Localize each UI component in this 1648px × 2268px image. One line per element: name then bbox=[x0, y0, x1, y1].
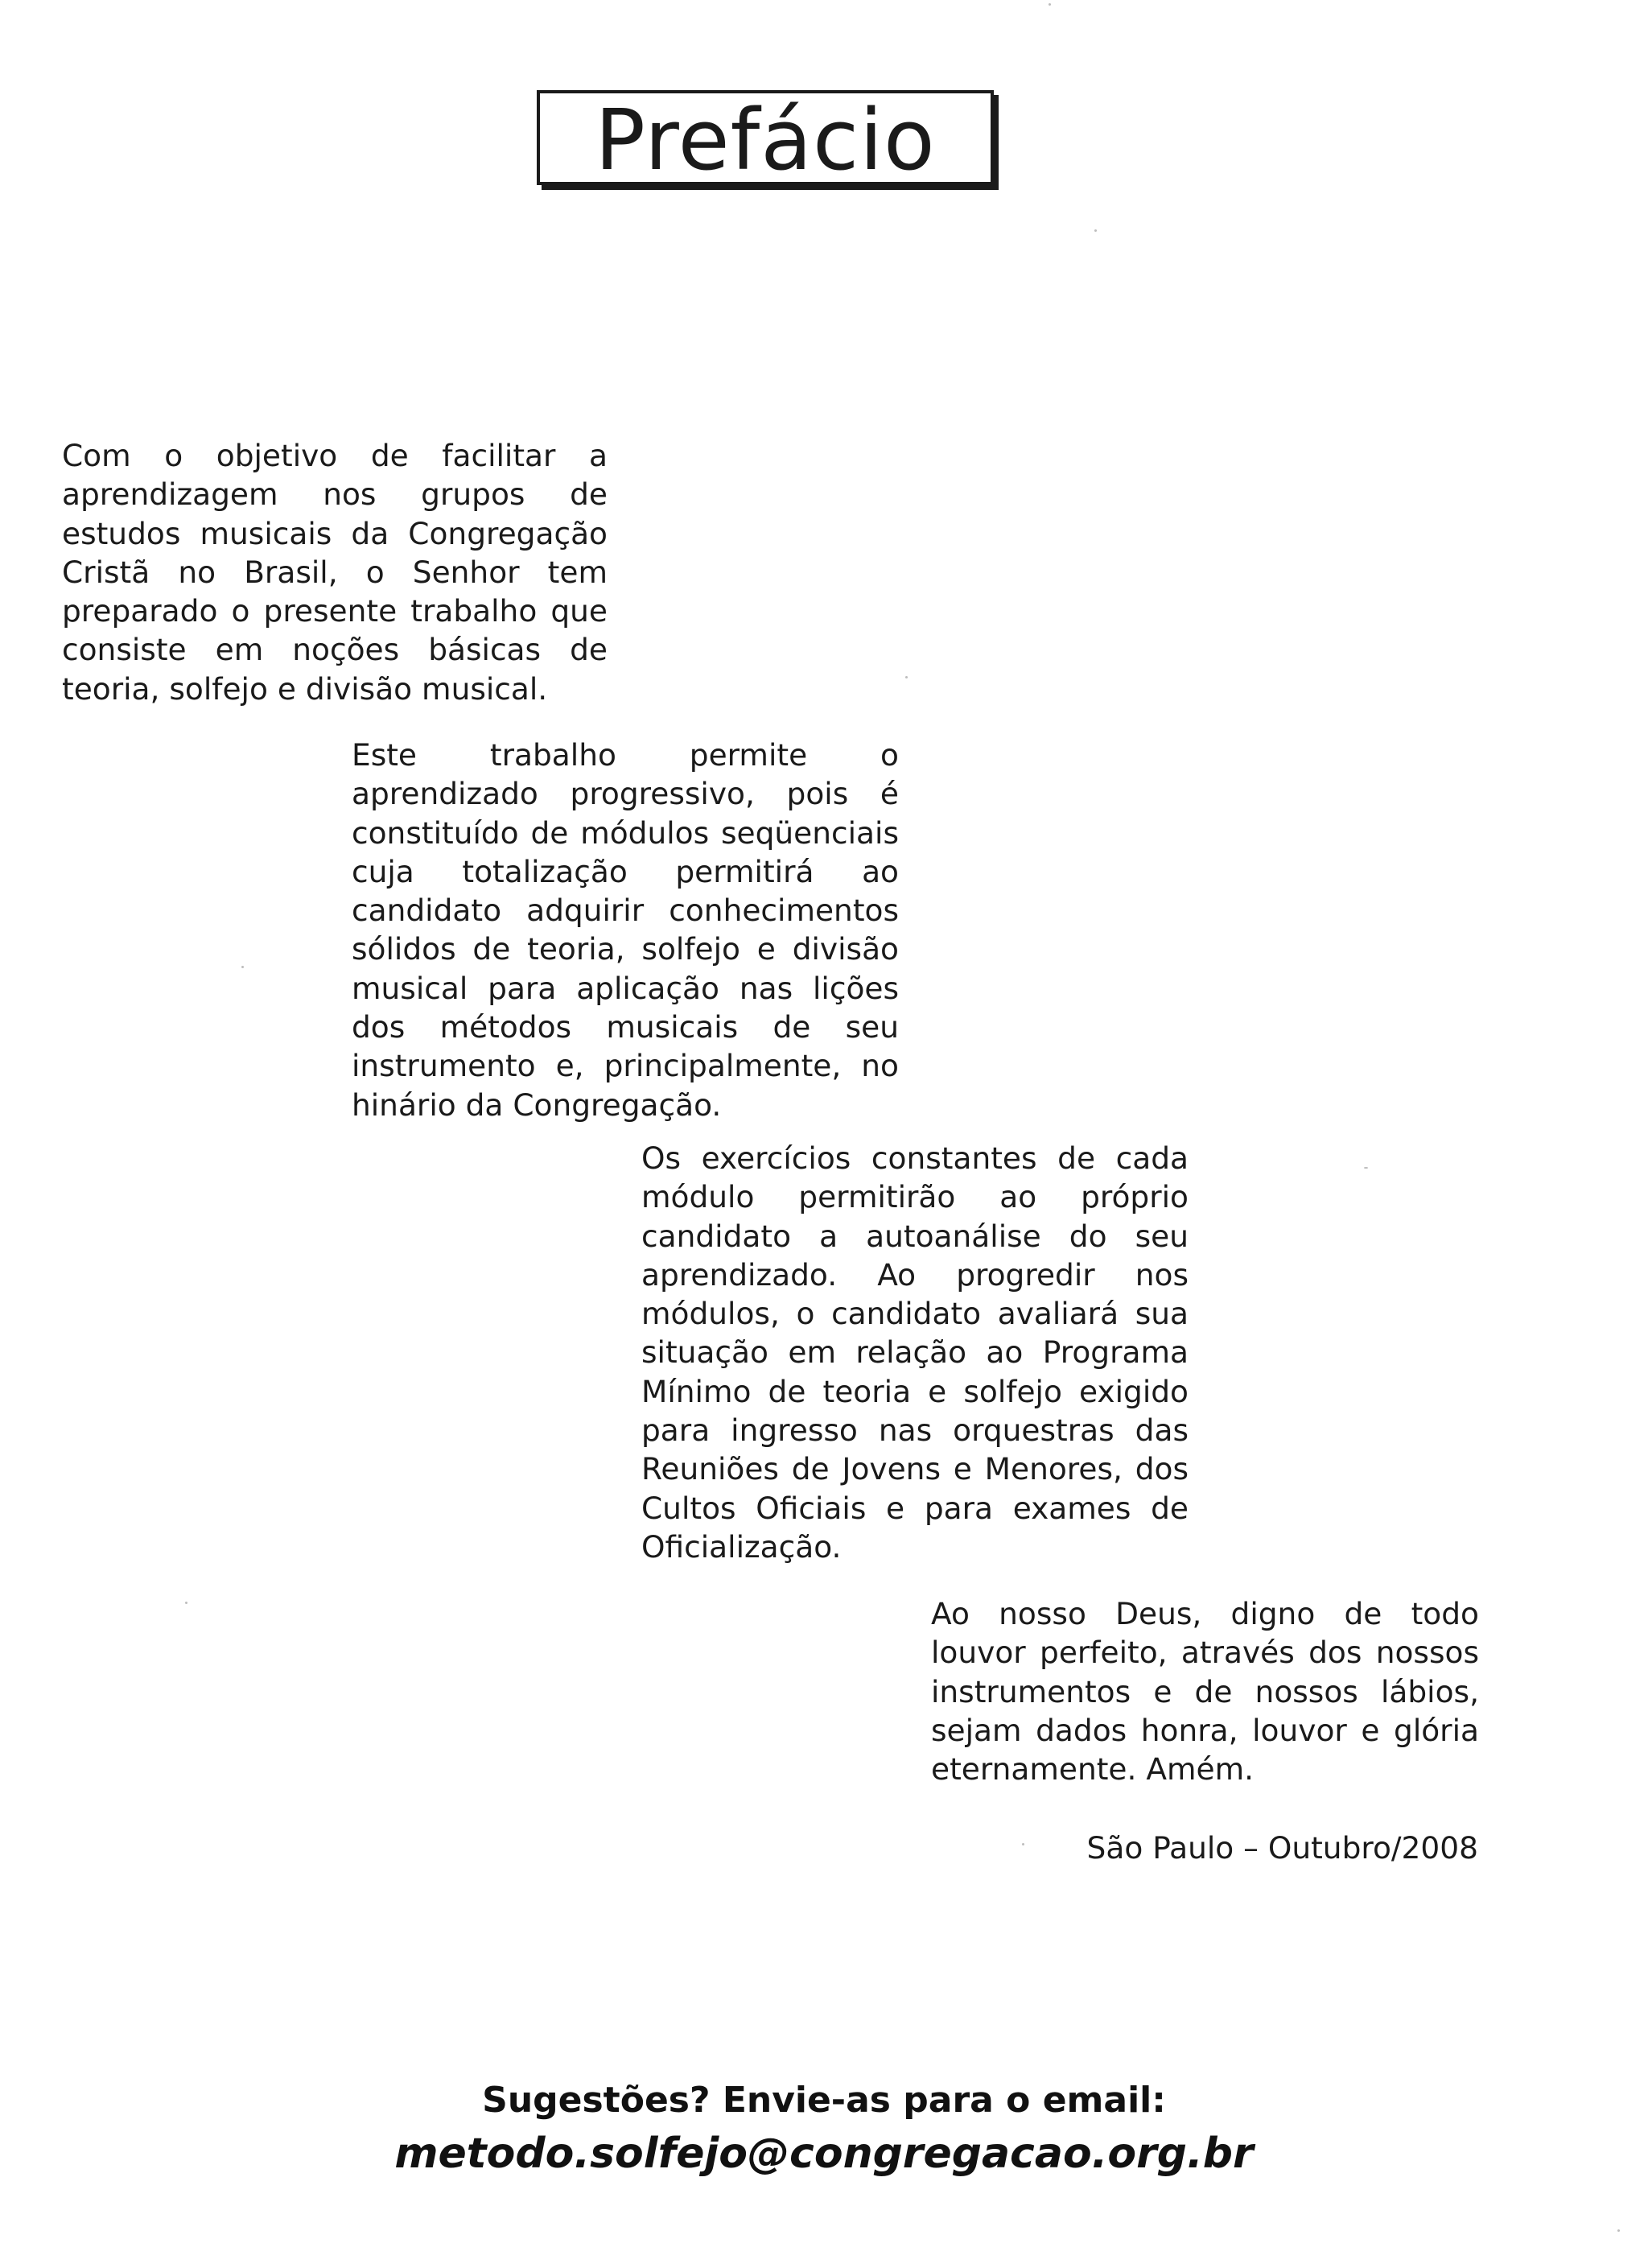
preface-paragraph-2: Este trabalho permite o aprendizado progressivo, pois é constituído de módulos seqüenciais cuja totalização permitirá ao candidato adquirir conhecimentos sólidos de teoria, solfejo e divisão musical para aplicação nas lições dos métodos musicais de seu instrumento e, principalmente, no hinário da Congregação. bbox=[352, 737, 899, 1123]
scan-speck bbox=[1617, 2229, 1620, 2232]
scan-speck bbox=[905, 676, 908, 678]
preface-paragraph-3: Os exercícios constantes de cada módulo permitirão ao próprio candidato a autoanálise do seu aprendizado. Ao progredir nos módulos, o candidato avaliará sua situação em relação ao Programa Mínimo de teoria e solfejo exigido para ingresso nas orquestras das Reuniões de Jovens e Menores, dos Cultos Oficiais e para exames de Oficialização. bbox=[641, 1140, 1189, 1565]
contact-email: metodo.solfejo@congregacao.org.br bbox=[394, 2130, 1254, 2178]
scan-speck bbox=[1094, 229, 1097, 232]
suggestions-prompt: Sugestões? Envie-as para o email: bbox=[482, 2080, 1166, 2121]
title-box bbox=[537, 90, 994, 189]
scan-speck bbox=[1022, 1843, 1024, 1845]
preface-paragraph-4: Ao nosso Deus, digno de todo louvor perfeito, através dos nossos instrumentos e de nossos lábios, sejam dados honra, louvor e glória eternamente. Amém. bbox=[931, 1596, 1479, 1788]
scan-speck bbox=[185, 1602, 187, 1604]
scan-speck bbox=[241, 966, 244, 968]
scan-speck bbox=[1049, 3, 1051, 6]
preface-paragraph-1: Com o objetivo de facilitar a aprendizagem nos grupos de estudos musicais da Congregação Cristã no Brasil, o Senhor tem preparado o presente trabalho que consiste em noções básicas de teoria, solfejo e divisão musical. bbox=[62, 438, 608, 707]
place-date-signature: São Paulo – Outubro/2008 bbox=[1086, 1830, 1478, 1866]
page-title: Prefácio bbox=[595, 91, 936, 189]
scan-speck bbox=[1364, 1167, 1368, 1169]
